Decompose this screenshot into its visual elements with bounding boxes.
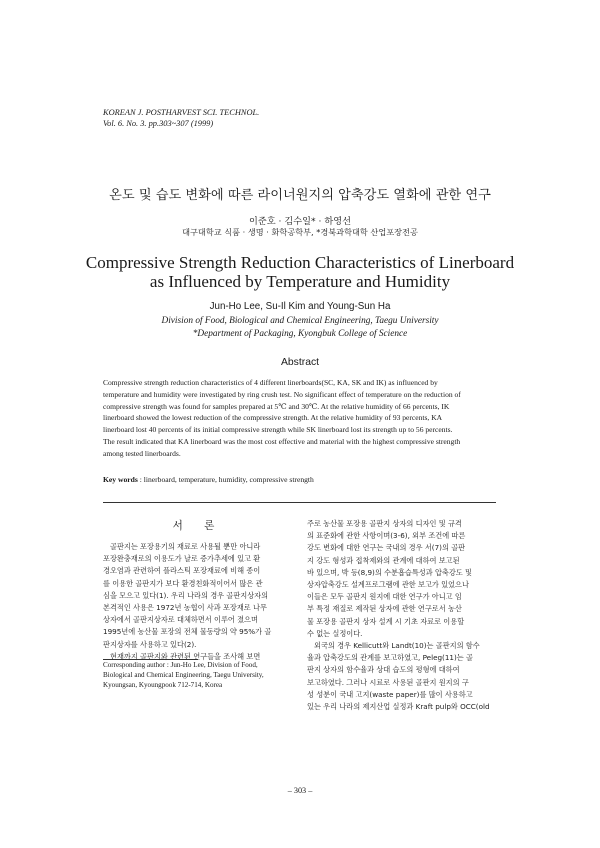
abstract-line: compressive strength was found for samples prepared at 5℃ and 30℃. At the relative humidity of 66 percents, IK xyxy=(103,401,450,411)
keywords-label: Key words xyxy=(103,475,138,484)
body-line: 의 표준화에 관한 사항이며(3-6), 외부 조건에 따른 xyxy=(307,531,466,541)
body-line: 있는 우리 나라의 제지산업 실정과 Kraft pulp와 OCC(old xyxy=(307,702,490,712)
body-line: 상자압축강도 설계프로그램에 관한 보고가 있었으나 xyxy=(307,580,469,590)
footnote-line: Kyoungsan, Kyoungpook 712-714, Korea xyxy=(103,680,223,689)
body-line: 1995년에 농산물 포장의 전체 물동량의 약 95%가 골 xyxy=(103,627,272,637)
body-line: 외국의 경우 Kellicutt와 Landt(10)는 골판지의 함수 xyxy=(314,641,480,651)
body-line: 를 이용한 골판지가 보다 환경친화적이어서 많은 관 xyxy=(103,578,263,588)
english-affiliation-line-2: *Department of Packaging, Kyongbuk College of Science xyxy=(192,328,408,339)
body-line: 지 강도 형성과 접착제와의 관계에 대하여 보고된 xyxy=(307,555,460,565)
footnote-line: Biological and Chemical Engineering, Taegu University, xyxy=(103,670,264,679)
keywords xyxy=(103,475,314,484)
body-line: 수 없는 실정이다. xyxy=(307,628,363,638)
footnote-divider xyxy=(103,659,198,660)
abstract-line: linerboard lost 40 percents of its initial compressive strength while SK linerboard lost its strength up to 56 percents. xyxy=(103,425,453,435)
journal-volume: Vol. 6. No. 3. pp.303~307 (1999) xyxy=(103,119,214,128)
journal-header xyxy=(103,107,259,129)
body-line: 경오염과 관련하여 플라스틱 포장재료에 비해 종이 xyxy=(103,566,261,576)
abstract-line: linerboard showed the lowest reduction of the compressive strength. At the relative humidity of 93 percents, KA xyxy=(103,413,443,423)
body-line: 판지상자를 사용하고 있다(2). xyxy=(103,639,197,649)
abstract-body xyxy=(103,377,496,460)
abstract-line: temperature and humidity were investigated by ring crush test. No significant effect of temperature on the reduction of xyxy=(103,389,461,399)
korean-authors: 이준호 · 김수일* · 하영선 xyxy=(249,216,351,227)
journal-name: KOREAN J. POSTHARVEST SCI. TECHNOL. xyxy=(103,108,260,117)
abstract-heading: Abstract xyxy=(280,357,320,368)
footnote-line: Corresponding author : Jun-Ho Lee, Division of Food, xyxy=(103,661,258,669)
english-authors: Jun-Ho Lee, Su-Il Kim and Young-Sun Ha xyxy=(209,301,391,312)
abstract-line: among tested linerboards. xyxy=(103,448,181,458)
body-line: 상자에서 골판지상자로 대체하면서 이루어 졌으며 xyxy=(103,615,258,625)
body-line: 바 있으며, 박 등(8,9)의 수분흡습특성과 압축강도 및 xyxy=(307,567,472,577)
body-line: 현재까지 골판지와 관련된 연구들을 조사해 보면 xyxy=(110,651,261,661)
section-divider xyxy=(103,502,496,503)
body-line: 성 성분이 국내 고지(waste paper)를 많이 사용하고 xyxy=(307,689,473,699)
keywords-text: : linerboard, temperature, humidity, compressive strength xyxy=(139,475,314,484)
body-line: 본격적인 사용은 1972년 농협이 사과 포장재로 나무 xyxy=(103,603,267,613)
body-line: 포장완충재로의 이용도가 날로 증가추세에 있고 환 xyxy=(103,554,261,564)
english-affiliation-line-1: Division of Food, Biological and Chemical Engineering, Taegu University xyxy=(161,316,439,326)
body-line: 심을 모으고 있다(1). 우리 나라의 경우 골판지상자의 xyxy=(103,590,269,600)
body-line: 강도 변화에 대한 연구는 국내의 경우 서(7)의 골판 xyxy=(307,543,466,553)
body-line: 이들은 모두 골판지 원지에 대한 연구가 아니고 임 xyxy=(307,592,462,602)
english-title xyxy=(0,253,600,291)
body-line: 물 포장용 골판지 상자 설계 시 기초 자료로 이용할 xyxy=(307,616,465,626)
english-affiliation xyxy=(0,315,600,340)
body-line: 판지 상자의 함수율과 상대 습도의 평형에 대하여 xyxy=(307,665,460,675)
page-number: – 303 – xyxy=(287,786,313,795)
korean-title: 온도 및 습도 변화에 따른 라이너원지의 압축강도 열화에 관한 연구 xyxy=(109,188,491,203)
english-title-line-2: as Influenced by Temperature and Humidity xyxy=(149,272,451,291)
left-column xyxy=(103,541,295,663)
section-title-introduction: 서 론 xyxy=(172,520,224,532)
corresponding-author-footnote xyxy=(103,661,295,690)
body-line: 부 특정 재질로 제작된 상자에 관한 연구로서 농산 xyxy=(307,604,462,614)
body-line: 주로 농산물 포장용 골판지 상자의 디자인 및 규격 xyxy=(307,519,462,528)
abstract-line: The result indicated that KA linerboard was the most cost effective and material with the highest compressive strength xyxy=(103,436,461,446)
right-column xyxy=(307,518,499,713)
body-line: 율과 압축강도의 관계를 보고하였고, Peleg(11)는 골 xyxy=(307,653,473,663)
english-title-line-1: Compressive Strength Reduction Characteristics of Linerboard xyxy=(85,253,515,272)
abstract-line: Compressive strength reduction characteristics of 4 different linerboards(SC, KA, SK and IK) as influenced by xyxy=(103,378,438,387)
korean-affiliation: 대구대학교 식품 · 생명 · 화학공학부, *경북과학대학 산업포장전공 xyxy=(182,227,418,237)
body-line: 보고하였다. 그러나 시료로 사용된 골판지 원지의 구 xyxy=(307,677,469,687)
body-line: 골판지는 포장용기의 재료로 사용될 뿐만 아니라 xyxy=(110,542,261,551)
